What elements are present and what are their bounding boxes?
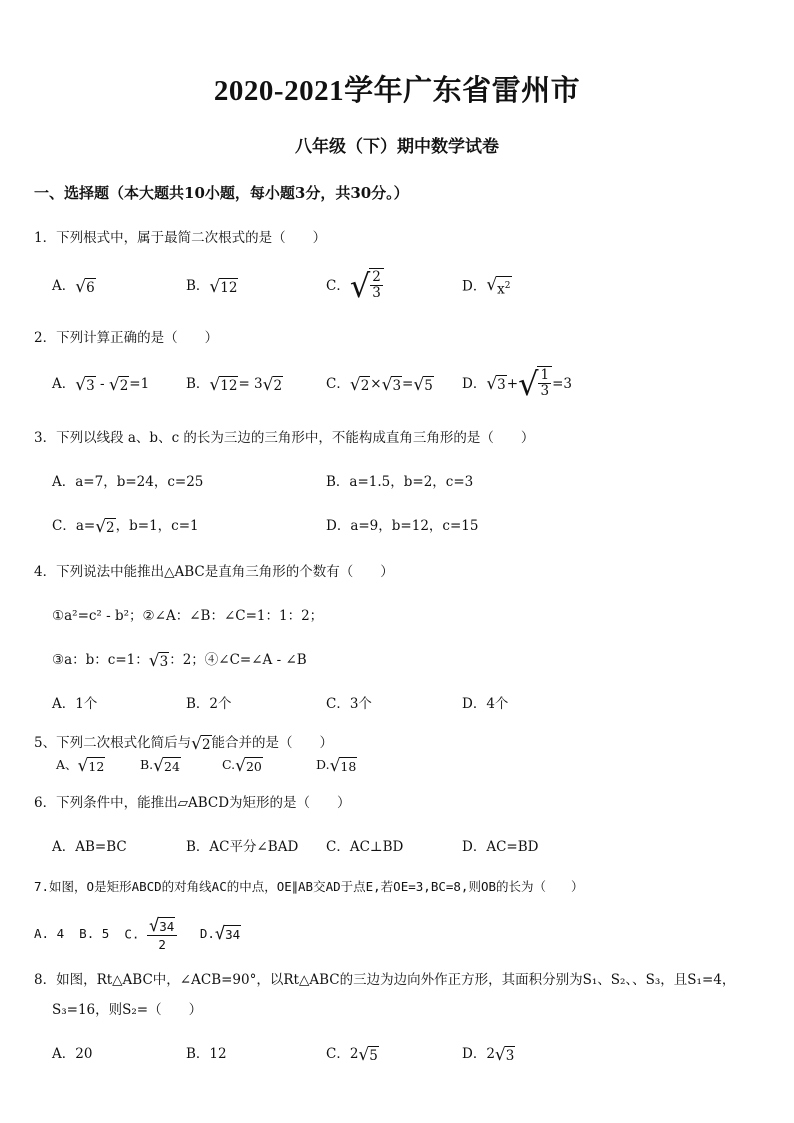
section-heading: 一、选择题（本大题共10小题，每小题3分，共30分。） — [34, 184, 409, 202]
q8-option-a[interactable]: A．20 — [52, 1046, 93, 1062]
q2-option-d[interactable]: D． √ 3 + √ $\frac{1}{3}$ =3 — [462, 365, 572, 403]
q4-option-b[interactable]: B．2个 — [186, 696, 232, 712]
question-4-stem: 4．下列说法中能推出△ABC是直角三角形的个数有（ ） — [34, 564, 394, 580]
q6-option-c[interactable]: C．AC⊥BD — [326, 839, 404, 855]
q5-option-c[interactable]: C. √ 20 — [222, 755, 262, 776]
q1-option-a[interactable]: A． √ 6 — [52, 276, 95, 297]
question-6-stem: 6．下列条件中，能推出▱ABCD为矩形的是（ ） — [34, 795, 351, 811]
q4-option-c[interactable]: C．3个 — [326, 696, 372, 712]
question-5-stem: 5、下列二次根式化简后与 √ 2 能合并的是（ ） — [34, 733, 334, 754]
q8-option-d[interactable]: D．2 √ 3 — [462, 1044, 515, 1065]
q6-option-d[interactable]: D．AC=BD — [462, 839, 539, 855]
question-7-stem: 7.如图，O是矩形ABCD的对角线AC的中点，OE∥AB交AD于点E,若OE=3,BC=8,则OB的长为（ ） — [34, 879, 584, 894]
q4-statement-1-2: ①a²=c² - b²；②∠A：∠B：∠C=1：1：2； — [52, 608, 324, 624]
page-subtitle: 八年级（下）期中数学试卷 — [295, 137, 499, 157]
q3-option-b[interactable]: B．a=1.5，b=2，c=3 — [326, 474, 474, 490]
q4-option-d[interactable]: D．4个 — [462, 696, 509, 712]
q3-option-c[interactable]: C．a= √ 2 ，b=1，c=1 — [52, 516, 199, 537]
q3-option-a[interactable]: A．a=7，b=24，c=25 — [52, 474, 204, 490]
question-8-stem-line2: S₃=16，则S₂=（ ） — [52, 1002, 203, 1018]
q2-option-c[interactable]: C． √ 2 × √ 3 = √ 5 — [326, 374, 433, 395]
q1-option-c[interactable]: C． √ $\frac{2}{3}$ — [326, 268, 384, 304]
q7-option-a[interactable]: A. 4 — [34, 925, 65, 941]
sqrt-symbol: √ 6 — [75, 276, 95, 297]
page-title: 2020-2021学年广东省雷州市 — [213, 75, 581, 107]
q7-options — [34, 916, 241, 953]
q4-statement-3-4: ③a：b：c=1： √ 3 ：2；④∠C=∠A - ∠B — [52, 650, 307, 671]
q8-option-c[interactable]: C．2 √ 5 — [326, 1044, 378, 1065]
question-3-stem: 3．下列以线段 a、b、c 的长为三边的三角形中，不能构成直角三角形的是（ ） — [34, 430, 535, 446]
q7-option-c[interactable]: C. √ 34 2 — [124, 926, 184, 941]
q6-option-a[interactable]: A．AB=BC — [52, 839, 127, 855]
q8-option-b[interactable]: B．12 — [186, 1046, 227, 1062]
question-8-stem-line1: 8．如图，Rt△ABC中，∠ACB=90°，以Rt△ABC的三边为边向外作正方形，其面积分别为S₁、S₂、、S₃，且S₁=4， — [34, 972, 736, 988]
q4-option-a[interactable]: A．1个 — [52, 696, 98, 712]
q2-option-a[interactable]: A． √ 3 - √ 2 =1 — [52, 374, 150, 395]
q5-option-b[interactable]: B. √ 24 — [140, 755, 180, 776]
question-2-stem: 2．下列计算正确的是（ ） — [34, 330, 219, 346]
question-1-stem: 1．下列根式中，属于最简二次根式的是（ ） — [34, 230, 327, 246]
q2-option-b[interactable]: B． √ 12 = 3 √ 2 — [186, 374, 283, 395]
q7-option-d[interactable]: D. √ 34 — [199, 924, 241, 945]
q6-option-b[interactable]: B．AC平分∠BAD — [186, 839, 299, 855]
q1-option-d[interactable]: D． √ $x^2$ — [462, 275, 511, 298]
q3-option-d[interactable]: D．a=9，b=12，c=15 — [326, 518, 479, 534]
q5-option-d[interactable]: D. √ 18 — [316, 755, 357, 776]
q7-option-b[interactable]: B. 5 — [79, 925, 110, 941]
q1-option-b[interactable]: B． √ 12 — [186, 276, 238, 297]
q5-option-a[interactable]: A、 √ 12 — [56, 755, 105, 776]
